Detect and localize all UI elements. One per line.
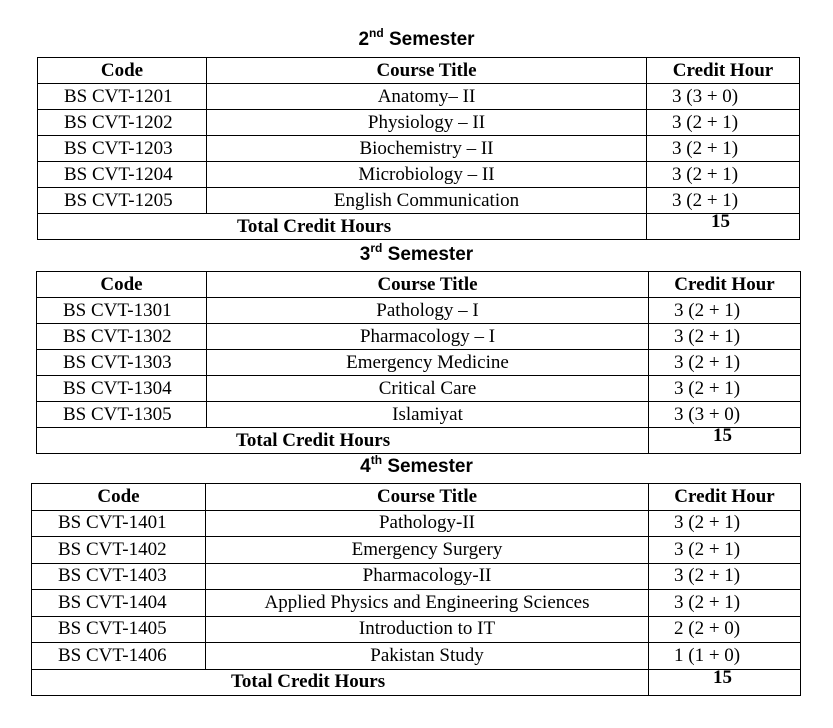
credit-hour: 3 (3 + 0) (649, 402, 801, 428)
table-row (32, 510, 801, 537)
semester-number: 2 (358, 29, 370, 50)
course-code: BS CVT-1202 (38, 110, 207, 136)
course-code: BS CVT-1404 (32, 590, 206, 617)
table-row (38, 162, 800, 188)
table-row (32, 643, 801, 670)
course-code: BS CVT-1302 (37, 324, 207, 350)
total-credit-hours-label: Total Credit Hours (38, 214, 647, 240)
credit-hour: 3 (2 + 1) (649, 350, 801, 376)
course-title: Emergency Medicine (207, 350, 649, 376)
credit-hour: 3 (2 + 1) (647, 188, 800, 214)
credit-hour: 3 (3 + 0) (647, 84, 800, 110)
table-row (32, 537, 801, 564)
course-code: BS CVT-1406 (32, 643, 206, 670)
course-title: Anatomy– II (207, 84, 647, 110)
table-header-row (38, 58, 800, 84)
total-credit-hours-value: 15 (649, 428, 801, 454)
course-code: BS CVT-1402 (32, 537, 206, 564)
semester-word: Semester (387, 456, 473, 477)
table-row (37, 324, 801, 350)
course-title: Microbiology – II (207, 162, 647, 188)
course-code: BS CVT-1204 (38, 162, 207, 188)
credit-hour: 3 (2 + 1) (649, 537, 801, 564)
course-code: BS CVT-1403 (32, 563, 206, 590)
header-credit-hour: Credit Hour (647, 58, 800, 84)
header-course-title: Course Title (207, 58, 647, 84)
total-credit-hours-value: 15 (647, 214, 800, 240)
credit-hour: 1 (1 + 0) (649, 643, 801, 670)
table-row (38, 136, 800, 162)
credit-hour: 3 (2 + 1) (649, 376, 801, 402)
semester-word: Semester (387, 244, 474, 265)
table-row (37, 376, 801, 402)
header-code: Code (38, 58, 207, 84)
course-code: BS CVT-1203 (38, 136, 207, 162)
course-code: BS CVT-1401 (32, 510, 206, 537)
total-credit-hours-label: Total Credit Hours (37, 428, 649, 454)
total-row (32, 669, 801, 696)
course-code: BS CVT-1205 (38, 188, 207, 214)
semester-table (37, 57, 800, 240)
total-row (38, 214, 800, 240)
course-title: Applied Physics and Engineering Sciences (206, 590, 649, 617)
credit-hour: 3 (2 + 1) (647, 110, 800, 136)
course-code: BS CVT-1303 (37, 350, 207, 376)
course-title: Physiology – II (207, 110, 647, 136)
header-code: Code (32, 484, 206, 511)
table-row (32, 563, 801, 590)
semester-heading (0, 240, 833, 266)
credit-hour: 3 (2 + 1) (649, 324, 801, 350)
course-title: Biochemistry – II (207, 136, 647, 162)
table-row (38, 188, 800, 214)
course-code: BS CVT-1301 (37, 298, 207, 324)
credit-hour: 3 (2 + 1) (649, 590, 801, 617)
header-course-title: Course Title (206, 484, 649, 511)
credit-hour: 3 (2 + 1) (649, 510, 801, 537)
credit-hour: 3 (2 + 1) (649, 298, 801, 324)
course-code: BS CVT-1201 (38, 84, 207, 110)
semester-heading (0, 25, 833, 51)
course-title: Pharmacology-II (206, 563, 649, 590)
table-row (32, 616, 801, 643)
header-course-title: Course Title (207, 272, 649, 298)
table-header-row (37, 272, 801, 298)
semester-ordinal-suffix: nd (369, 25, 384, 40)
credit-hour: 2 (2 + 0) (649, 616, 801, 643)
semester-table (36, 271, 801, 454)
header-credit-hour: Credit Hour (649, 272, 801, 298)
semester-ordinal-suffix: th (370, 452, 383, 467)
semester-number: 4 (360, 456, 371, 477)
total-row (37, 428, 801, 454)
total-credit-hours-value: 15 (649, 669, 801, 696)
course-title: Pathology-II (206, 510, 649, 537)
course-title: Emergency Surgery (206, 537, 649, 564)
table-row (32, 590, 801, 617)
header-credit-hour: Credit Hour (649, 484, 801, 511)
course-title: Islamiyat (207, 402, 649, 428)
semester-ordinal-suffix: rd (370, 240, 383, 255)
table-row (38, 84, 800, 110)
course-title: Pharmacology – I (207, 324, 649, 350)
course-title: Pathology – I (207, 298, 649, 324)
credit-hour: 3 (2 + 1) (647, 136, 800, 162)
table-header-row (32, 484, 801, 511)
table-row (37, 402, 801, 428)
credit-hour: 3 (2 + 1) (647, 162, 800, 188)
semester-heading (0, 452, 833, 478)
credit-hour: 3 (2 + 1) (649, 563, 801, 590)
course-title: Critical Care (207, 376, 649, 402)
course-title: Pakistan Study (206, 643, 649, 670)
total-credit-hours-label: Total Credit Hours (32, 669, 649, 696)
course-code: BS CVT-1405 (32, 616, 206, 643)
course-code: BS CVT-1305 (37, 402, 207, 428)
table-row (37, 298, 801, 324)
course-title: English Communication (207, 188, 647, 214)
table-row (37, 350, 801, 376)
course-code: BS CVT-1304 (37, 376, 207, 402)
course-title: Introduction to IT (206, 616, 649, 643)
semester-table (31, 483, 801, 696)
table-row (38, 110, 800, 136)
header-code: Code (37, 272, 207, 298)
semester-word: Semester (388, 29, 475, 50)
semester-number: 3 (359, 244, 371, 265)
